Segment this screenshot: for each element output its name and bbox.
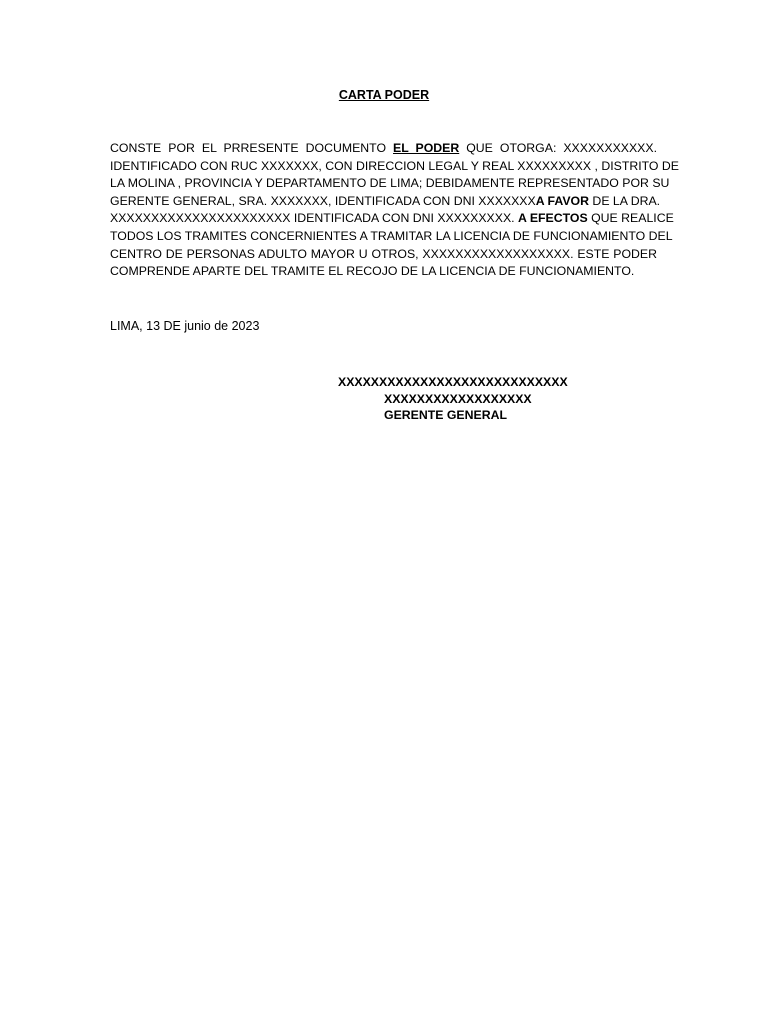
signatory-role: GERENTE GENERAL: [384, 408, 507, 422]
place-and-date: LIMA, 13 DE junio de 2023: [110, 319, 260, 333]
body-line-1: [110, 140, 657, 158]
body-line-5-part-3: QUE REALICE: [587, 211, 674, 226]
signature-block: [330, 374, 568, 424]
el-poder-emphasis: EL PODER: [393, 141, 460, 155]
document-body: [110, 140, 679, 281]
signatory-name: XXXXXXXXXXXXXXXXXXXXXXXXXXXX: [338, 375, 568, 389]
document-title-text: CARTA PODER: [338, 88, 430, 102]
body-line-3: LA MOLINA , PROVINCIA Y DEPARTAMENTO DE LIMA; DEBIDAMENTE REPRESENTADO POR SU: [110, 176, 670, 191]
document-title: [0, 88, 768, 102]
body-line-4-part-3: DE LA DRA.: [589, 193, 661, 208]
body-line-7: CENTRO DE PERSONAS ADULTO MAYOR U OTROS, XXXXXXXXXXXXXXXXXX. ESTE PODER: [110, 246, 657, 261]
body-line-5-part-1: XXXXXXXXXXXXXXXXXXXXXX IDENTIFICADA CON DNI XXXXXXXXX.: [110, 211, 518, 226]
a-favor-emphasis: A FAVOR: [535, 193, 590, 208]
body-line-4: [110, 193, 661, 211]
signatory-id: XXXXXXXXXXXXXXXXXX: [384, 391, 532, 406]
body-line-5: [110, 210, 674, 228]
body-line-1-part-1: CONSTE POR EL PRRESENTE DOCUMENTO: [110, 141, 394, 155]
body-line-8: COMPRENDE APARTE DEL TRAMITE EL RECOJO DE LA LICENCIA DE FUNCIONAMIENTO.: [110, 264, 635, 279]
body-line-6: TODOS LOS TRAMITES CONCERNIENTES A TRAMITAR LA LICENCIA DE FUNCIONAMIENTO DEL: [110, 228, 673, 243]
body-line-2: IDENTIFICADO CON RUC XXXXXXX, CON DIRECCION LEGAL Y REAL XXXXXXXXX , DISTRITO DE: [110, 158, 679, 173]
body-line-4-part-1: GERENTE GENERAL, SRA. XXXXXXX, IDENTIFICADA CON DNI XXXXXXX: [110, 193, 536, 208]
body-line-1-part-3: QUE OTORGA: XXXXXXXXXXX.: [459, 141, 657, 155]
a-efectos-emphasis: A EFECTOS: [517, 211, 588, 226]
